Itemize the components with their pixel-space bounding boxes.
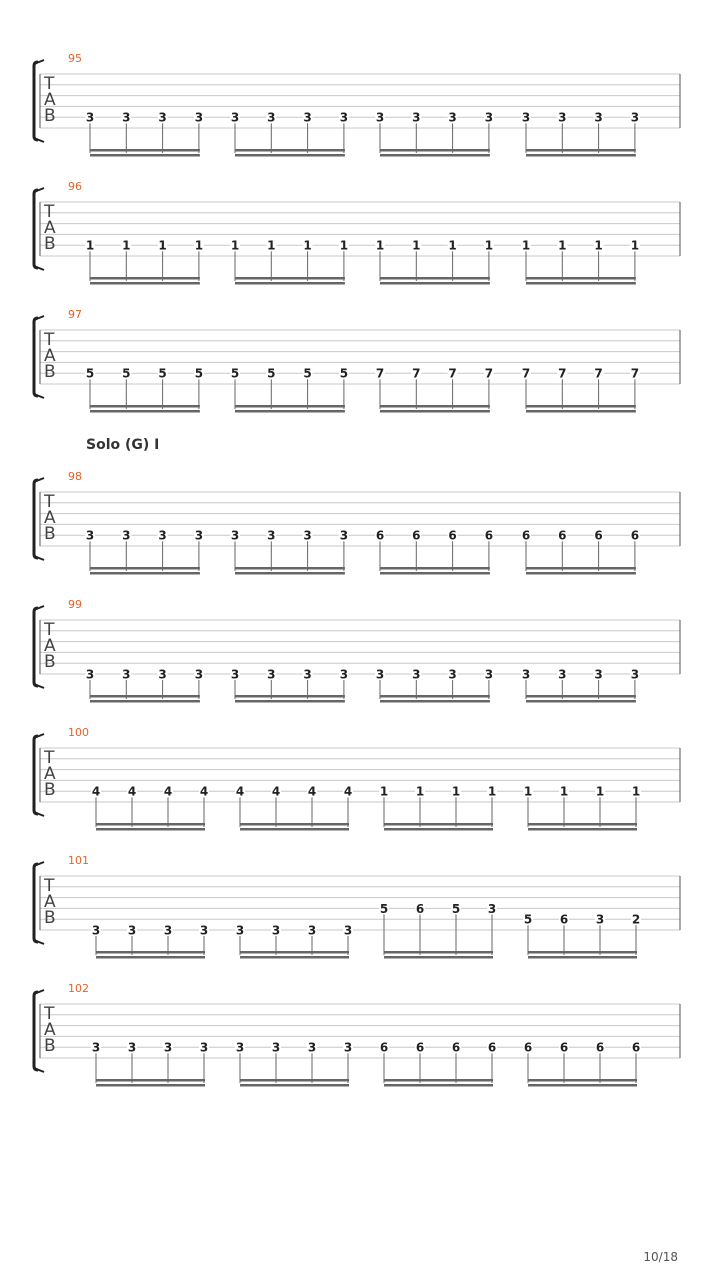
fret-number: 1 bbox=[339, 238, 349, 253]
tab-system bbox=[34, 726, 680, 831]
beam bbox=[380, 410, 490, 413]
tab-system bbox=[34, 180, 680, 285]
fret-number: 5 bbox=[303, 366, 312, 381]
fret-number: 3 bbox=[339, 528, 349, 543]
fret-number: 6 bbox=[448, 528, 457, 543]
beam bbox=[96, 828, 205, 831]
tab-letter-b: B bbox=[44, 1036, 56, 1056]
fret-number: 3 bbox=[199, 923, 209, 938]
tab-letter-t: T bbox=[44, 876, 55, 896]
bar-number: 98 bbox=[68, 470, 82, 483]
fret-number: 3 bbox=[235, 1040, 245, 1055]
tab-letter-b: B bbox=[44, 234, 56, 254]
fret-number: 5 bbox=[339, 366, 349, 381]
beam bbox=[90, 405, 200, 408]
fret-number: 3 bbox=[484, 667, 494, 682]
beam bbox=[90, 567, 200, 570]
fret-number: 3 bbox=[521, 667, 531, 682]
fret-number: 3 bbox=[122, 528, 131, 543]
beam bbox=[526, 695, 636, 698]
fret-number: 3 bbox=[194, 110, 204, 125]
beam bbox=[380, 154, 490, 157]
fret-number: 1 bbox=[595, 784, 605, 799]
beam bbox=[235, 410, 345, 413]
fret-number: 6 bbox=[375, 528, 385, 543]
fret-number: 3 bbox=[448, 667, 457, 682]
beam bbox=[380, 405, 490, 408]
tab-system bbox=[34, 308, 680, 413]
fret-number: 6 bbox=[523, 1040, 533, 1055]
fret-number: 7 bbox=[375, 366, 385, 381]
fret-number: 1 bbox=[487, 784, 497, 799]
beam bbox=[235, 405, 345, 408]
bar-number: 101 bbox=[68, 854, 89, 867]
fret-number: 1 bbox=[451, 784, 461, 799]
beam bbox=[384, 828, 493, 831]
fret-number: 3 bbox=[194, 528, 204, 543]
beam bbox=[90, 410, 200, 413]
beam bbox=[90, 154, 200, 157]
beam bbox=[384, 956, 493, 959]
bar-number: 100 bbox=[68, 726, 89, 739]
beam bbox=[90, 149, 200, 152]
fret-number: 3 bbox=[267, 667, 276, 682]
tab-letter-b: B bbox=[44, 106, 56, 126]
fret-number: 3 bbox=[271, 1040, 281, 1055]
beam bbox=[384, 1084, 493, 1087]
fret-number: 3 bbox=[594, 667, 603, 682]
fret-number: 3 bbox=[484, 110, 494, 125]
tab-letter-t: T bbox=[44, 748, 55, 768]
fret-number: 1 bbox=[85, 238, 95, 253]
fret-number: 7 bbox=[412, 366, 421, 381]
beam bbox=[528, 1079, 637, 1082]
fret-number: 6 bbox=[559, 1040, 569, 1055]
beam bbox=[526, 700, 636, 703]
bar-number: 102 bbox=[68, 982, 89, 995]
beam bbox=[96, 1084, 205, 1087]
fret-number: 3 bbox=[163, 923, 173, 938]
tab-letter-t: T bbox=[44, 1004, 55, 1024]
fret-number: 7 bbox=[594, 366, 603, 381]
tab-letter-a: A bbox=[44, 346, 56, 366]
fret-number: 3 bbox=[487, 901, 497, 916]
fret-number: 5 bbox=[379, 901, 389, 916]
beam bbox=[526, 149, 636, 152]
fret-number: 3 bbox=[122, 110, 131, 125]
fret-number: 5 bbox=[85, 366, 95, 381]
fret-number: 3 bbox=[630, 667, 640, 682]
fret-number: 4 bbox=[91, 784, 101, 799]
beam bbox=[380, 567, 490, 570]
beam bbox=[526, 277, 636, 280]
beam bbox=[528, 956, 637, 959]
system-bracket bbox=[34, 992, 38, 1070]
fret-number: 1 bbox=[230, 238, 240, 253]
fret-number: 3 bbox=[339, 110, 349, 125]
fret-number: 3 bbox=[85, 110, 95, 125]
fret-number: 3 bbox=[235, 923, 245, 938]
fret-number: 2 bbox=[631, 912, 641, 927]
fret-number: 3 bbox=[158, 528, 167, 543]
fret-number: 1 bbox=[158, 238, 167, 253]
fret-number: 6 bbox=[451, 1040, 461, 1055]
fret-number: 3 bbox=[267, 110, 276, 125]
fret-number: 3 bbox=[230, 667, 240, 682]
fret-number: 3 bbox=[158, 667, 167, 682]
fret-number: 6 bbox=[631, 1040, 641, 1055]
fret-number: 1 bbox=[448, 238, 457, 253]
fret-number: 3 bbox=[267, 528, 276, 543]
beam bbox=[526, 572, 636, 575]
tab-letter-a: A bbox=[44, 508, 56, 528]
beam bbox=[90, 277, 200, 280]
fret-number: 7 bbox=[521, 366, 531, 381]
fret-number: 3 bbox=[595, 912, 605, 927]
fret-number: 3 bbox=[594, 110, 603, 125]
fret-number: 1 bbox=[630, 238, 640, 253]
beam bbox=[235, 282, 345, 285]
fret-number: 3 bbox=[85, 528, 95, 543]
tab-letter-t: T bbox=[44, 202, 55, 222]
tab-letter-b: B bbox=[44, 362, 56, 382]
bar-number: 96 bbox=[68, 180, 82, 193]
beam bbox=[528, 823, 637, 826]
system-bracket bbox=[34, 480, 38, 558]
beam bbox=[528, 1084, 637, 1087]
fret-number: 4 bbox=[199, 784, 209, 799]
beam bbox=[528, 828, 637, 831]
fret-number: 3 bbox=[271, 923, 281, 938]
tab-letter-t: T bbox=[44, 74, 55, 94]
fret-number: 3 bbox=[163, 1040, 173, 1055]
beam bbox=[235, 567, 345, 570]
beam bbox=[96, 956, 205, 959]
tab-system bbox=[34, 854, 680, 959]
beam bbox=[526, 410, 636, 413]
fret-number: 1 bbox=[375, 238, 385, 253]
beam bbox=[90, 572, 200, 575]
bar-number: 97 bbox=[68, 308, 82, 321]
beam bbox=[526, 567, 636, 570]
tab-letter-a: A bbox=[44, 764, 56, 784]
fret-number: 1 bbox=[122, 238, 131, 253]
fret-number: 1 bbox=[521, 238, 531, 253]
tab-letter-t: T bbox=[44, 492, 55, 512]
fret-number: 6 bbox=[484, 528, 494, 543]
fret-number: 1 bbox=[594, 238, 603, 253]
fret-number: 6 bbox=[594, 528, 603, 543]
bar-number: 99 bbox=[68, 598, 82, 611]
tab-letter-a: A bbox=[44, 218, 56, 238]
fret-number: 6 bbox=[415, 1040, 425, 1055]
beam bbox=[90, 700, 200, 703]
beam bbox=[380, 695, 490, 698]
fret-number: 3 bbox=[339, 667, 349, 682]
fret-number: 3 bbox=[199, 1040, 209, 1055]
beam bbox=[240, 823, 349, 826]
beam bbox=[240, 1084, 349, 1087]
beam bbox=[96, 1079, 205, 1082]
beam bbox=[380, 700, 490, 703]
fret-number: 3 bbox=[558, 667, 567, 682]
fret-number: 7 bbox=[484, 366, 494, 381]
fret-number: 6 bbox=[595, 1040, 605, 1055]
fret-number: 3 bbox=[412, 667, 421, 682]
tab-letter-b: B bbox=[44, 524, 56, 544]
fret-number: 3 bbox=[307, 923, 317, 938]
fret-number: 6 bbox=[559, 912, 569, 927]
fret-number: 5 bbox=[267, 366, 276, 381]
fret-number: 1 bbox=[412, 238, 421, 253]
tab-letter-b: B bbox=[44, 908, 56, 928]
bar-number: 95 bbox=[68, 52, 82, 65]
beam bbox=[380, 572, 490, 575]
fret-number: 3 bbox=[85, 667, 95, 682]
beam bbox=[96, 951, 205, 954]
tab-system bbox=[34, 598, 680, 703]
fret-number: 1 bbox=[379, 784, 389, 799]
fret-number: 3 bbox=[122, 667, 131, 682]
tab-letter-a: A bbox=[44, 1020, 56, 1040]
fret-number: 3 bbox=[194, 667, 204, 682]
fret-number: 3 bbox=[558, 110, 567, 125]
fret-number: 3 bbox=[521, 110, 531, 125]
tab-letter-t: T bbox=[44, 330, 55, 350]
fret-number: 1 bbox=[559, 784, 569, 799]
section-label: Solo (G) I bbox=[86, 437, 160, 453]
system-bracket bbox=[34, 318, 38, 396]
fret-number: 3 bbox=[303, 528, 312, 543]
beam bbox=[380, 277, 490, 280]
fret-number: 4 bbox=[235, 784, 245, 799]
tab-letter-a: A bbox=[44, 892, 56, 912]
fret-number: 4 bbox=[163, 784, 173, 799]
tab-letter-t: T bbox=[44, 620, 55, 640]
beam bbox=[235, 149, 345, 152]
tab-system bbox=[34, 982, 680, 1087]
fret-number: 3 bbox=[448, 110, 457, 125]
system-bracket bbox=[34, 736, 38, 814]
beam bbox=[384, 1079, 493, 1082]
fret-number: 3 bbox=[91, 923, 101, 938]
fret-number: 3 bbox=[127, 923, 137, 938]
fret-number: 6 bbox=[412, 528, 421, 543]
fret-number: 1 bbox=[523, 784, 533, 799]
fret-number: 5 bbox=[451, 901, 461, 916]
fret-number: 3 bbox=[230, 528, 240, 543]
fret-number: 7 bbox=[448, 366, 457, 381]
fret-number: 3 bbox=[303, 667, 312, 682]
fret-number: 6 bbox=[558, 528, 567, 543]
beam bbox=[528, 951, 637, 954]
tab-letter-b: B bbox=[44, 780, 56, 800]
fret-number: 3 bbox=[630, 110, 640, 125]
beam bbox=[380, 149, 490, 152]
fret-number: 3 bbox=[230, 110, 240, 125]
fret-number: 3 bbox=[303, 110, 312, 125]
fret-number: 1 bbox=[415, 784, 425, 799]
fret-number: 3 bbox=[158, 110, 167, 125]
fret-number: 5 bbox=[122, 366, 131, 381]
fret-number: 3 bbox=[343, 923, 353, 938]
beam bbox=[235, 572, 345, 575]
fret-number: 4 bbox=[271, 784, 281, 799]
fret-number: 6 bbox=[487, 1040, 497, 1055]
beam bbox=[235, 700, 345, 703]
beam bbox=[526, 154, 636, 157]
fret-number: 5 bbox=[194, 366, 204, 381]
fret-number: 3 bbox=[91, 1040, 101, 1055]
system-bracket bbox=[34, 864, 38, 942]
page-number: 10/18 bbox=[643, 1250, 678, 1264]
system-bracket bbox=[34, 608, 38, 686]
fret-number: 4 bbox=[343, 784, 353, 799]
fret-number: 3 bbox=[412, 110, 421, 125]
fret-number: 7 bbox=[558, 366, 567, 381]
fret-number: 6 bbox=[379, 1040, 389, 1055]
beam bbox=[384, 823, 493, 826]
fret-number: 5 bbox=[523, 912, 533, 927]
fret-number: 4 bbox=[127, 784, 137, 799]
fret-number: 6 bbox=[415, 901, 425, 916]
fret-number: 5 bbox=[158, 366, 167, 381]
beam bbox=[526, 282, 636, 285]
beam bbox=[96, 823, 205, 826]
beam bbox=[384, 951, 493, 954]
beam bbox=[235, 154, 345, 157]
system-bracket bbox=[34, 62, 38, 140]
beam bbox=[235, 695, 345, 698]
tab-letter-a: A bbox=[44, 90, 56, 110]
fret-number: 3 bbox=[375, 110, 385, 125]
beam bbox=[90, 695, 200, 698]
fret-number: 6 bbox=[630, 528, 640, 543]
beam bbox=[380, 282, 490, 285]
beam bbox=[240, 956, 349, 959]
fret-number: 5 bbox=[230, 366, 240, 381]
fret-number: 1 bbox=[484, 238, 494, 253]
fret-number: 1 bbox=[631, 784, 641, 799]
tab-letter-b: B bbox=[44, 652, 56, 672]
fret-number: 3 bbox=[343, 1040, 353, 1055]
tab-letter-a: A bbox=[44, 636, 56, 656]
beam bbox=[526, 405, 636, 408]
system-bracket bbox=[34, 190, 38, 268]
beam bbox=[90, 282, 200, 285]
fret-number: 1 bbox=[558, 238, 567, 253]
fret-number: 4 bbox=[307, 784, 317, 799]
fret-number: 1 bbox=[267, 238, 276, 253]
tab-system bbox=[34, 52, 680, 157]
beam bbox=[240, 951, 349, 954]
fret-number: 1 bbox=[194, 238, 204, 253]
beam bbox=[240, 1079, 349, 1082]
tab-system bbox=[34, 470, 680, 575]
beam bbox=[240, 828, 349, 831]
fret-number: 3 bbox=[307, 1040, 317, 1055]
fret-number: 1 bbox=[303, 238, 312, 253]
fret-number: 7 bbox=[630, 366, 640, 381]
beam bbox=[235, 277, 345, 280]
fret-number: 3 bbox=[375, 667, 385, 682]
fret-number: 3 bbox=[127, 1040, 137, 1055]
fret-number: 6 bbox=[521, 528, 531, 543]
